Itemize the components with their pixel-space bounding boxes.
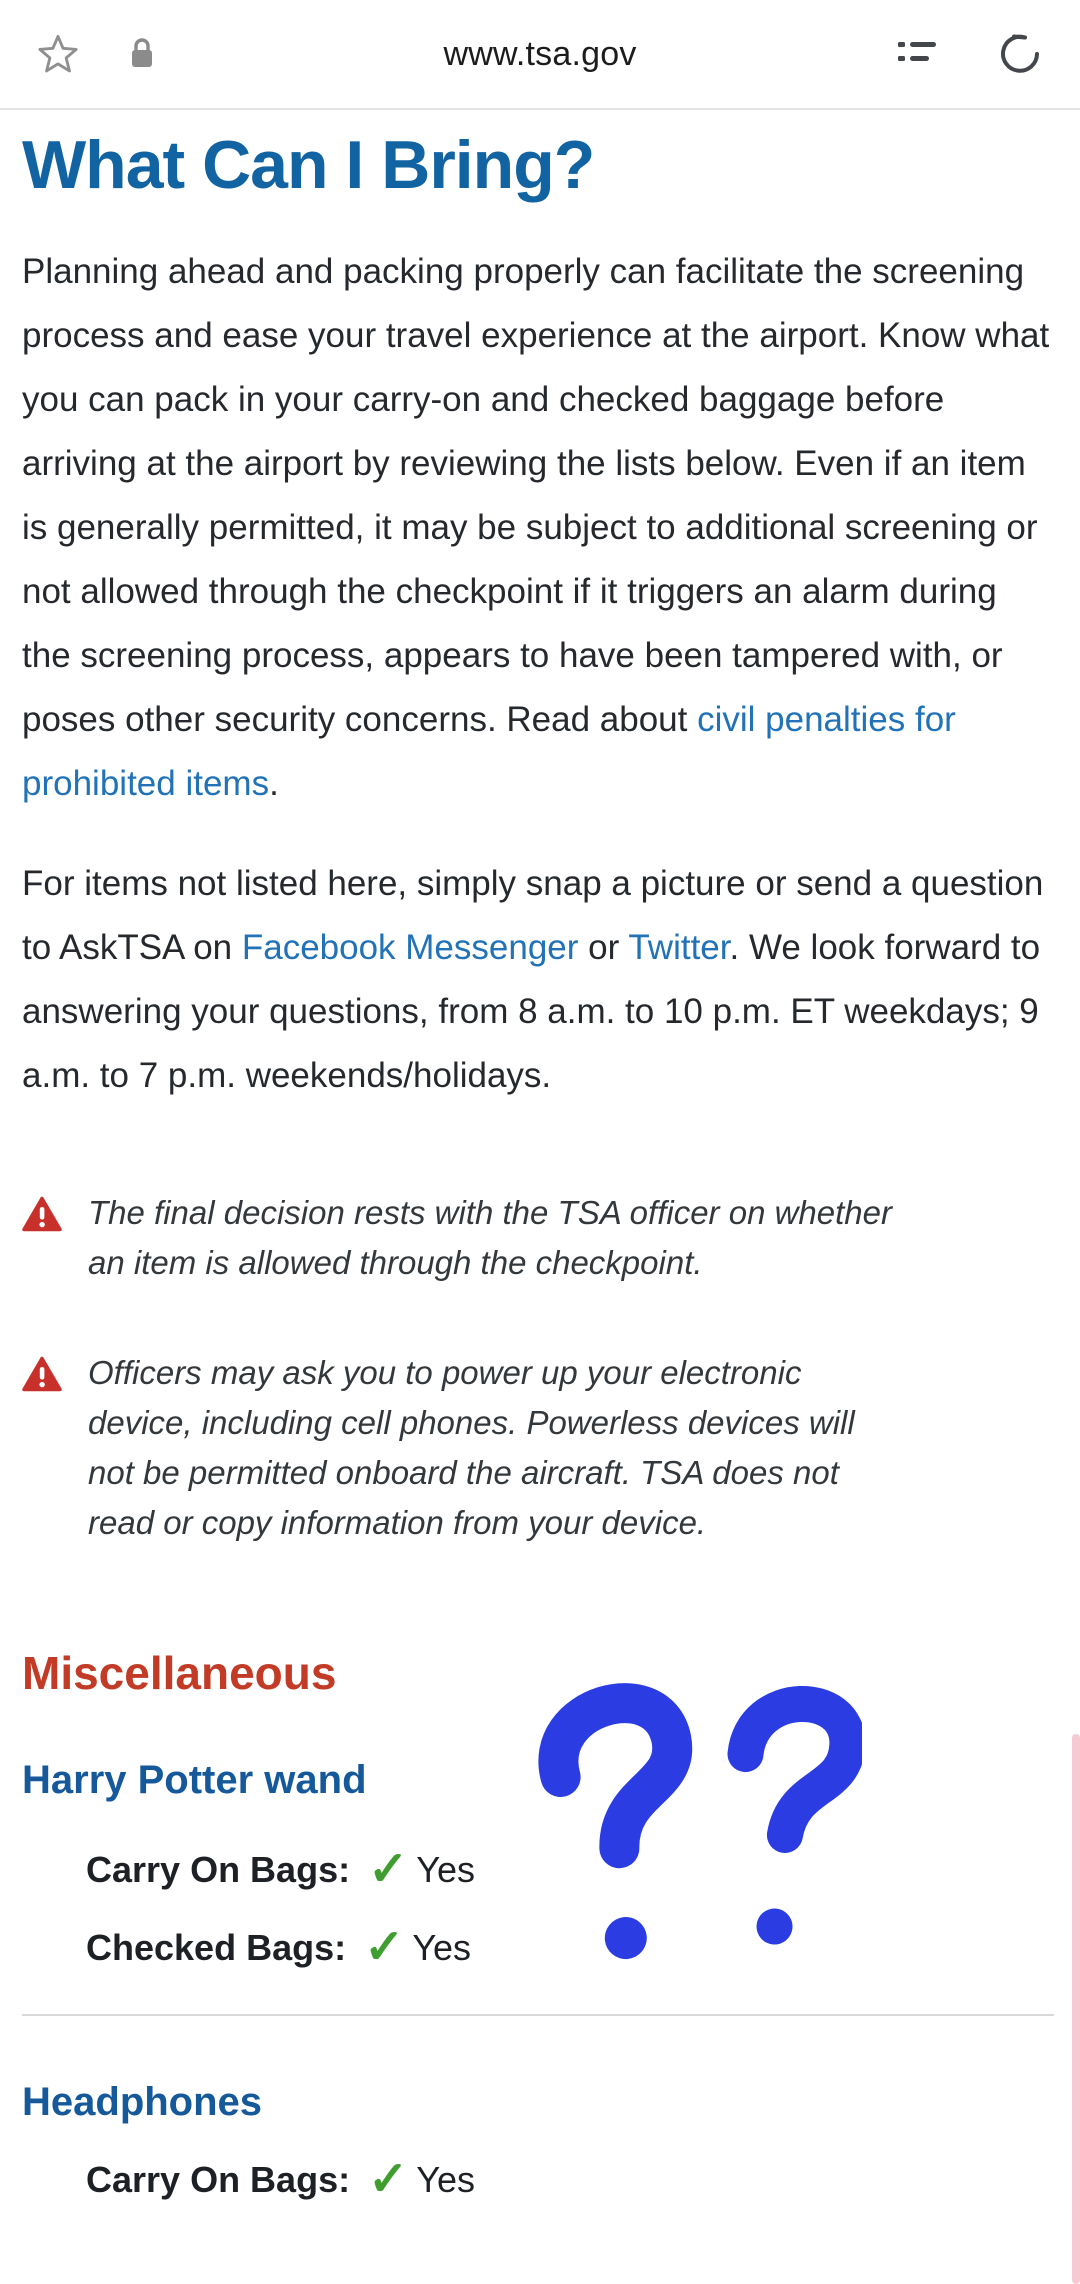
miscellaneous-section xyxy=(22,1548,1054,2207)
browser-topbar xyxy=(0,0,1080,110)
warning-icon xyxy=(22,1196,62,1238)
carry-on-label: Carry On Bags: xyxy=(86,1849,351,1891)
paragraph-text: . xyxy=(269,764,279,804)
section-title: Miscellaneous xyxy=(22,1647,337,1700)
carry-on-value: Yes xyxy=(416,1849,476,1891)
carry-on-value: Yes xyxy=(416,2159,476,2201)
facebook-messenger-link[interactable]: Facebook Messenger xyxy=(241,928,579,968)
warning-icon xyxy=(22,1356,62,1398)
carry-on-row xyxy=(86,2153,1054,2207)
carry-on-label: Carry On Bags: xyxy=(86,2159,351,2201)
bookmark-star-icon[interactable] xyxy=(36,32,80,76)
intro-paragraph-2 xyxy=(22,852,1054,1108)
check-icon: ✓ xyxy=(368,1843,409,1897)
paragraph-text: Planning ahead and packing properly can facilitate the screening process and ease your travel experience at the airport. Know what you can pack in your carry-on and checked baggage before arriving at the airport by reviewing the lists below. Even if an item is generally permitted, it may be subject to additional screening or not allowed through the checkpoint if it triggers an alarm during the screening process, appears to have been tampered with, or poses other security concerns. Read about xyxy=(22,252,1050,740)
checked-bags-label: Checked Bags: xyxy=(86,1927,347,1969)
checked-bags-row xyxy=(86,1921,1054,1975)
intro-paragraph-1 xyxy=(22,240,1054,816)
item-title-harry-potter-wand[interactable]: Harry Potter wand xyxy=(22,1758,367,1803)
list-icon xyxy=(894,34,940,74)
spacer xyxy=(22,2016,1054,2078)
padlock-icon xyxy=(128,37,156,71)
civil-penalties-link[interactable]: civil penalties for prohibited items xyxy=(22,700,956,804)
page-title: What Can I Bring? xyxy=(22,127,595,203)
star-icon xyxy=(36,32,80,76)
paragraph-text: or xyxy=(578,928,629,968)
check-icon: ✓ xyxy=(364,1921,405,1975)
warning-text: Officers may ask you to power up your electronic device, including cell phones. Powerless devices will not be permitted onboard the aircraft. TSA does not read or copy information from your device. xyxy=(88,1354,855,1542)
warning-text: The final decision rests with the TSA officer on whether an item is allowed through the checkpoint. xyxy=(88,1194,892,1282)
refresh-icon[interactable] xyxy=(996,30,1044,78)
page-content xyxy=(0,126,1080,2207)
lock-icon[interactable] xyxy=(128,37,156,71)
twitter-link[interactable]: Twitter xyxy=(628,928,730,968)
reader-list-icon[interactable] xyxy=(894,34,940,74)
topbar-actions xyxy=(894,30,1044,78)
url-bar[interactable]: www.tsa.gov xyxy=(443,34,637,73)
warning-note-2 xyxy=(22,1348,1054,1548)
scrollbar-thumb[interactable] xyxy=(1072,1734,1080,2284)
warning-note-1 xyxy=(22,1188,1054,1288)
carry-on-row xyxy=(86,1843,1054,1897)
check-icon: ✓ xyxy=(368,2153,409,2207)
checked-bags-value: Yes xyxy=(412,1927,472,1969)
paragraph-text: For items not listed here, simply snap a picture or send a question to AskTSA on xyxy=(22,864,1044,968)
item-title-headphones[interactable]: Headphones xyxy=(22,2080,263,2125)
reload-icon xyxy=(996,30,1044,78)
paragraph-text: . We look forward to answering your questions, from 8 a.m. to 10 p.m. ET weekdays; 9 a.m. to 7 p.m. weekends/holidays. xyxy=(22,928,1041,1096)
